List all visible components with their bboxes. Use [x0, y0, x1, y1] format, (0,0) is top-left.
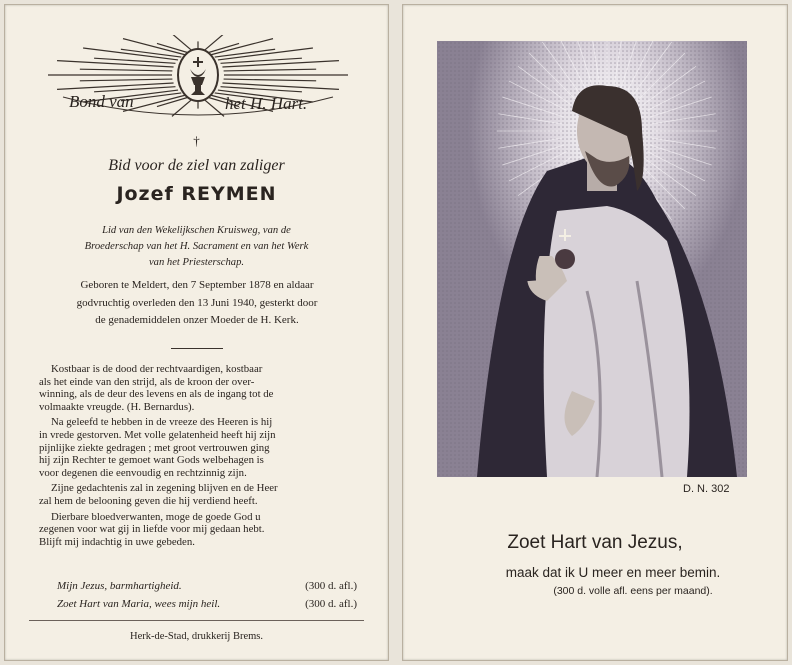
prayer-subtitle: maak dat ik U meer en meer bemin.	[505, 565, 721, 580]
paragraph-family	[39, 511, 357, 549]
prayer-indulgence: (300 d. afl.)	[305, 598, 357, 610]
sacred-heart-of-jesus-image	[437, 41, 747, 477]
text-line: als het einde van den strijd, als de kroon der over-	[39, 375, 255, 388]
memberships	[29, 223, 364, 271]
membership-line: van het Priesterschap.	[148, 257, 245, 268]
text-line: Blijft mij indachtig in uwe gebeden.	[39, 535, 195, 548]
divider	[171, 348, 223, 349]
text-line: Dierbare bloedverwanten, moge de goede God u	[51, 510, 261, 523]
text-line: winning, als de deur des levens en als de ingang tot de	[39, 388, 274, 401]
bond-van-het-h-hart-emblem	[35, 35, 361, 125]
text-line: Na geleefd te hebben in de vreeze des Heeren is hij	[51, 416, 273, 429]
quote-source: (H. Bernardus).	[126, 400, 195, 413]
printer-credit: Herk-de-Stad, drukkerij Brems.	[130, 631, 263, 642]
quote-end: volmaakte vreugde.	[39, 400, 125, 413]
prayer-text: Zoet Hart van Maria, wees mijn heil.	[57, 598, 221, 610]
text-line: Zijne gedachtenis zal in zegening blijven en de Heer	[51, 482, 278, 495]
paragraph-remembrance	[39, 482, 357, 507]
prayer-indulgence-note: (300 d. volle afl. eens per maand).	[553, 585, 713, 597]
footer-divider	[29, 620, 364, 621]
text-line	[39, 401, 357, 414]
prayer-indulgence: (300 d. afl.)	[305, 580, 357, 592]
text-line: in vrede gestorven. Met volle gelatenheid heeft hij zijn	[39, 428, 276, 441]
membership-line: Lid van den Wekelijkschen Kruisweg, van de	[102, 225, 291, 236]
memorial-card-image-side	[402, 4, 788, 661]
image-code: D. N. 302	[683, 483, 730, 495]
short-prayers	[57, 577, 357, 613]
membership-line: Broederschap van het H. Sacrament en van het Werk	[84, 241, 309, 252]
memorial-card-text-side	[4, 4, 389, 661]
birth-death-line: Geboren te Meldert, den 7 September 1878 en aldaar	[80, 279, 314, 291]
cross-symbol: †	[193, 133, 200, 148]
deceased-name: Jozef REYMEN	[116, 183, 277, 205]
text-line: Kostbaar is de dood der rechtvaardigen, kostbaar	[51, 363, 263, 375]
text-line: voor degenen die eenvoudig en rechtzinnig zijn.	[39, 466, 247, 479]
memorial-text	[39, 363, 357, 551]
prayer-text: Mijn Jezus, barmhartigheid.	[57, 580, 182, 592]
text-line: zal hem de belooning geven die hij verdiend heeft.	[39, 494, 258, 507]
prayer-title: Zoet Hart van Jezus,	[507, 532, 683, 553]
paragraph-quote	[39, 363, 357, 413]
birth-death-details	[27, 277, 367, 330]
text-line: zegenen voor wat gij in liefde voor mij gedaan hebt.	[39, 523, 265, 536]
birth-death-line: de genademiddelen onzer Moeder de H. Kerk.	[95, 314, 299, 326]
paragraph-life	[39, 416, 357, 479]
prayer-request: Bid voor de ziel van zaliger	[108, 157, 285, 174]
birth-death-line: godvruchtig overleden den 13 Juni 1940, gesterkt door	[76, 296, 318, 309]
emblem-motto-right: het H. Hart.	[225, 94, 308, 113]
text-line: hij zijn Rechter te gemoet want Gods welbehagen is	[39, 454, 264, 467]
text-line: pijnlijke ziekte gedragen ; met groot vertrouwen ging	[39, 441, 270, 454]
emblem-motto-left: Bond van	[69, 92, 134, 111]
prayer-row	[57, 577, 357, 595]
prayer-row	[57, 595, 357, 613]
